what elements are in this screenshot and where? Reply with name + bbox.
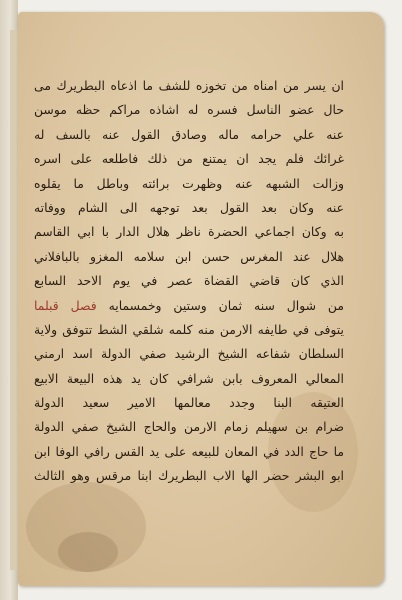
text-line: ما حاج الدد في المعان للبيعه على يد القس رافي الوفا ابن bbox=[34, 443, 344, 459]
rubric-heading: فصل قبلما bbox=[34, 297, 97, 313]
text-line: الذي كان قاضي القضاة عصر في يوم الاحد السابع bbox=[34, 273, 344, 289]
text-line: وزالت الشبهه عنه وظهرت برائته وباطل ما يقلوه bbox=[34, 175, 344, 191]
text-line: السلطان شفاعه الشيخ الرشيد صفي الدولة اسد ارمني bbox=[34, 346, 344, 362]
text-line: عنه وكان بعد القول بعد توجهه الى الشام ووفاته bbox=[34, 199, 344, 215]
text-line: العتيقه البنا وجدد معالمها الامير سعيد الدولة bbox=[34, 395, 344, 411]
text-line: حال عضو الناسل فسره له اشاذه مراكم حظه موسن bbox=[34, 102, 344, 118]
text-line: ابو البشر حضر الها الاب البطريرك ابنا مرقس وهو الثالث bbox=[34, 468, 344, 484]
text-line-body: من شوال سنه ثمان وستين وخمسمايه bbox=[96, 297, 344, 313]
text-line: غرائك فلم يجد ان يمتنع من ذلك فاطلعه على اسره bbox=[34, 151, 344, 167]
text-line: هلال عند المغرس حسن ابن سلامه المغزو بالبافلاني bbox=[34, 248, 344, 264]
text-line: ان يسر من امناه من تخوزه للشف ما اذعاه البطريرك مى bbox=[34, 78, 344, 93]
water-stain bbox=[58, 532, 118, 572]
text-line: ضرام بن سهيلم زمام الارمن والحاج الشيخ صفي الدولة bbox=[34, 419, 344, 435]
text-line: به وكان اجماعي الحضرة ناظر هلال الدار با ابي القاسم bbox=[34, 224, 344, 240]
manuscript-text-block bbox=[34, 74, 344, 489]
text-line: عنه علي حرامه ماله وصادق القول عنه بالسف له bbox=[34, 126, 344, 142]
text-line bbox=[34, 294, 344, 318]
text-line: يتوفى في طايفه الارمن منه كلمه شلقي الشط تتوفق ولاية bbox=[34, 321, 344, 337]
text-line: المعالي المعروف بابن شرافي كان يد هذه البيعة الابيع bbox=[34, 370, 344, 386]
